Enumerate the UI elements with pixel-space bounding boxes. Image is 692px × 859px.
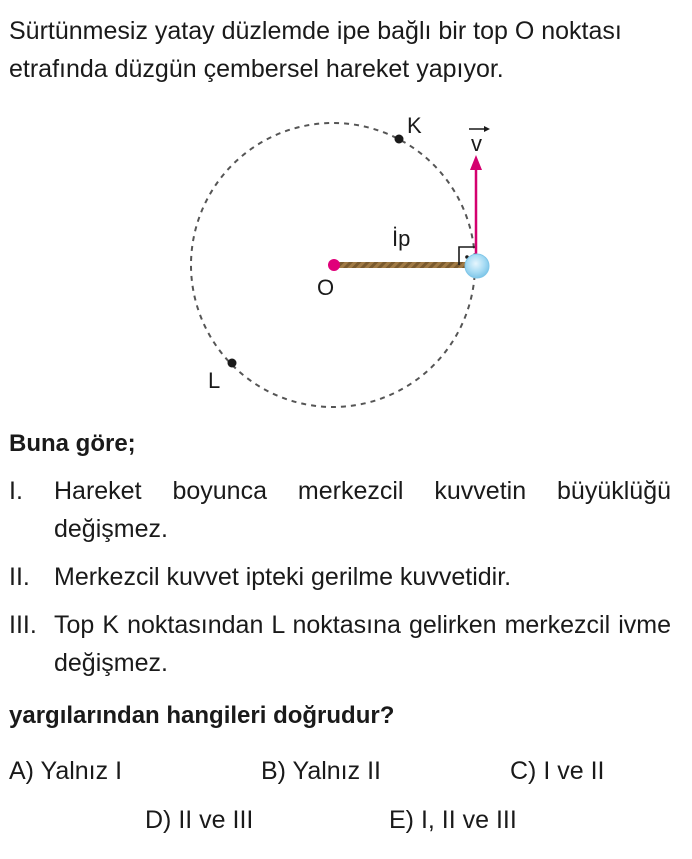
question-intro: Sürtünmesiz yatay düzlemde ipe bağlı bir top O noktası etrafında düzgün çembersel hareket yapıyor. [9,17,622,83]
label-l: L [208,368,221,393]
statement-3-text: Top K noktasından L noktasına gelirken merkezcil ivme değişmez. [54,611,671,677]
statement-1-number: I. [9,477,23,505]
ball [465,254,489,278]
option-e[interactable]: E) I, II ve III [389,806,517,834]
rope [334,262,477,268]
velocity-arrow-head [470,155,482,170]
label-rope: İp [392,226,411,251]
center-dot-o [328,259,340,271]
point-l-dot [228,359,237,368]
statement-2-number: II. [9,563,30,591]
vector-bar-head [484,126,490,132]
statement-1-text: Hareket boyunca merkezcil kuvvetin büyüklüğü değişmez. [54,477,671,543]
point-k-dot [395,135,404,144]
option-d[interactable]: D) II ve III [145,806,254,834]
statement-3 [9,606,671,682]
option-a[interactable]: A) Yalnız I [9,757,123,785]
label-velocity: v [471,131,482,156]
option-b[interactable]: B) Yalnız II [261,757,381,785]
question-ask: yargılarından hangileri doğrudur? [9,702,395,729]
question-prompt: Buna göre; [9,430,136,457]
statement-3-number: III. [9,611,37,639]
option-c[interactable]: C) I ve II [510,757,605,785]
statement-2 [9,558,671,596]
statement-1 [9,472,671,548]
statement-2-text: Merkezcil kuvvet ipteki gerilme kuvvetidir. [54,563,512,591]
label-o: O [317,275,335,300]
label-k: K [407,113,422,138]
